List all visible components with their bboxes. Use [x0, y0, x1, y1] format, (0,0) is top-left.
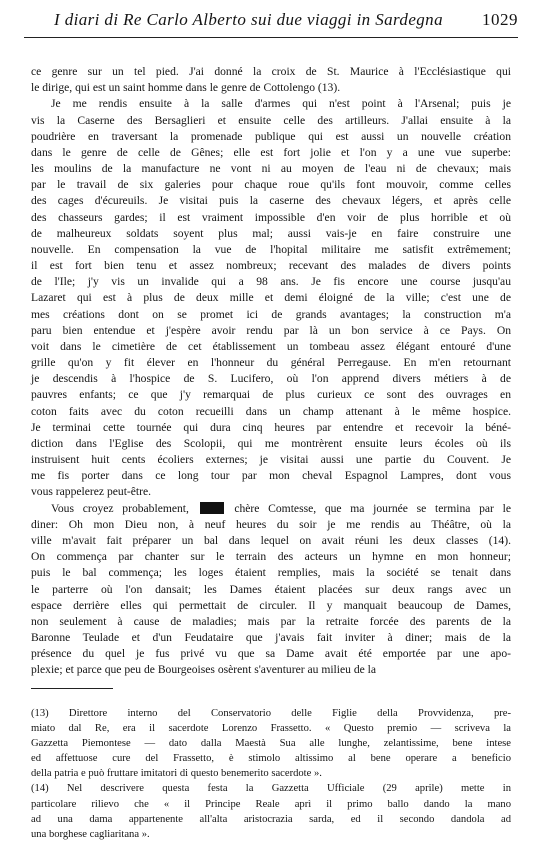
running-title: I diari di Re Carlo Alberto sui due viaggi in Sardegna [54, 10, 443, 29]
text-line: coton faits avec du coton recueilli dans un champ attenant à le même hospice. [31, 404, 511, 418]
footnote [31, 781, 511, 841]
redaction-mark [200, 502, 224, 514]
footnote-line: (13) Direttore interno del Conservatorio delle Figlie della Provvidenza, pre- [31, 708, 511, 719]
body-paragraph [31, 96, 511, 500]
text-line: plexie; et parce que peu de Bourgeoises osèrent s'aventurer au milieu de la [31, 663, 377, 677]
footnote-line: miato dal Re, era il sacerdote Lorenzo Frassetto. « Questo premio — scriveva la [31, 723, 511, 735]
text-line: non seulement à cause de maladies; mais par la retraite forcée des parents de la [31, 614, 511, 628]
text-line: présence du quel je fus privé vu que sa Dame avait été emportée par une apo- [31, 647, 511, 661]
text-line: voit dans le cimetière de cet établissement un tombeau assez élégant entouré d'une [31, 339, 511, 353]
text-line: Baronne Teulade et d'un Feudataire que j'avais fait inviter à diner; mais de la [31, 631, 511, 645]
text-line: On commença par chanter sur le terrain des acteurs un hymne en mon honneur; [31, 550, 511, 564]
text-line: diction dans l'Eglise des Scolopii, qui me montrèrent ensuite leurs écoles où ils [31, 436, 511, 450]
text-line: poudrière en traversant la promenade publique qui est aussi un nouvelle création [31, 129, 511, 143]
text-line: ville m'avait fait préparer un bal dans lequel on avait réuni les deux classes (14). [31, 533, 511, 547]
footnote-line: una borghese cagliaritana ». [31, 828, 150, 840]
text-line: de malheureux soldats soyent plus mal; aussi vais-je en faire construire une [31, 226, 511, 240]
text-line: vis la Caserne des Bersaglieri et ensuite celle des artilleurs. J'allai ensuite à la [31, 113, 511, 127]
text-line: Je terminai cette tournée qui dura cinq heures par entendre et recevoir la béné- [31, 420, 511, 434]
text-line: des cages d'écureuils. Je visitai puis la caserne des chevaux légers, et après celle [31, 194, 511, 208]
text-line: espace derrière elles qui permettait de circuler. Il y manquait beaucoup de Dames, [31, 598, 511, 612]
header-rule [24, 37, 518, 38]
text-line: il est fort bien tenu et assez nombreux; recevant des malades de divers points [31, 259, 511, 273]
text-line: diner: Oh mon Dieu non, à neuf heures du soir je me rendis au Théâtre, où la [31, 517, 511, 531]
text-line: pauvres enfants; ce que j'y remarquai de plus curieux ce sont des ouvrages en [31, 388, 511, 402]
body-paragraph [31, 64, 511, 96]
text-line: le dirige, qui est un saint homme dans le genre de Cottolengo (13). [31, 81, 341, 95]
text-line: paru bien entendue et j'espère avoir rendu par là un bon service à ce Pays. On [31, 323, 511, 337]
running-header [24, 10, 518, 34]
body-paragraph [31, 501, 511, 679]
footnote-line: Gazzetta Piemontese — dato dalla Maestà Sua alle lunghe, zelantissime, bene intese [31, 738, 511, 750]
text-line: de l'Ile; j'y vis un invalide qui a 98 ans. Je fis encore une course jusqu'au [31, 275, 511, 289]
body-text [31, 64, 511, 679]
text-line: Lazaret qui est à plus de deux mille et demi éloigné de la ville; c'est une de [31, 291, 511, 305]
text-line: nouvelle. En compensation la vue de l'hopital militaire me satisfit extrêmement; [31, 242, 511, 256]
text-line: Vous croyez probablement, chère Comtesse, que ma journée se termina par le [51, 501, 511, 515]
text-line: me fis porter dans ce long tour par mon cheval Espagnol Lampres, dont vous [31, 469, 511, 483]
footnote-line: ed affettuose cure del Frassetto, è stimolo altissimo al bene operare a beneficio [31, 753, 511, 765]
text-line: les moulins de la manufacture ne vont ni au moyen de l'eau ni de chevaux; mais [31, 162, 511, 176]
page-number: 1029 [482, 10, 518, 29]
text-line: Je me rendis ensuite à la salle d'armes qui n'est point à l'Arsenal; puis je [51, 97, 511, 111]
text-line: vous rappelerez peut-être. [31, 485, 152, 499]
text-line: le parterre où l'on dansait; les Dames étaient placées sur deux rangs avec un [31, 582, 511, 596]
text-line: instruisent huit cents écoliers externes; je visitai aussi une partie du Couvent. Je [31, 453, 511, 467]
footnote-line: della patria e può fruttare imitatori di questo benemerito sacerdote ». [31, 768, 322, 780]
text-line: je descendis à l'hospice de S. Lucifero, où l'on apprend divers métiers à de [31, 372, 511, 386]
footnote-line: ad una dama appartenente all'alta aristocrazia sarda, ed il secondo dandola ad [31, 813, 511, 825]
footnotes [31, 706, 511, 842]
text-line: mes créations dont on se promet ici de grands avantages; la construction m'a [31, 307, 511, 321]
footnote-separator [31, 688, 113, 689]
text-line: grille qu'on y fit élever en l'honneur du général Perregause. En m'en retournant [31, 356, 511, 370]
footnote [31, 706, 511, 781]
text-line: puis le bal commença; les loges étaient remplies, mais la société se tenait dans [31, 566, 511, 580]
text-line: des chasseurs gardes; il est vraiment impossible d'en voir de plus horrible et où [31, 210, 511, 224]
footnote-line: (14) Nel descrivere questa festa la Gazzetta Ufficiale (29 aprile) mette in [31, 783, 511, 795]
text-line: ce genre sur un tel pied. J'ai donné la croix de St. Maurice à l'Ecclésiastique qui [31, 65, 511, 78]
text-line: par le travail de six galeries pour chaque roue qu'ils font mouvoir, comme celles [31, 178, 511, 192]
text-line: dans le genre de celle de Gênes; elle est fort jolie et l'on y a une vue superbe: [31, 145, 511, 159]
footnote-line: particolare rilievo che « il Principe Reale aprì il primo ballo dando la mano [31, 798, 511, 810]
